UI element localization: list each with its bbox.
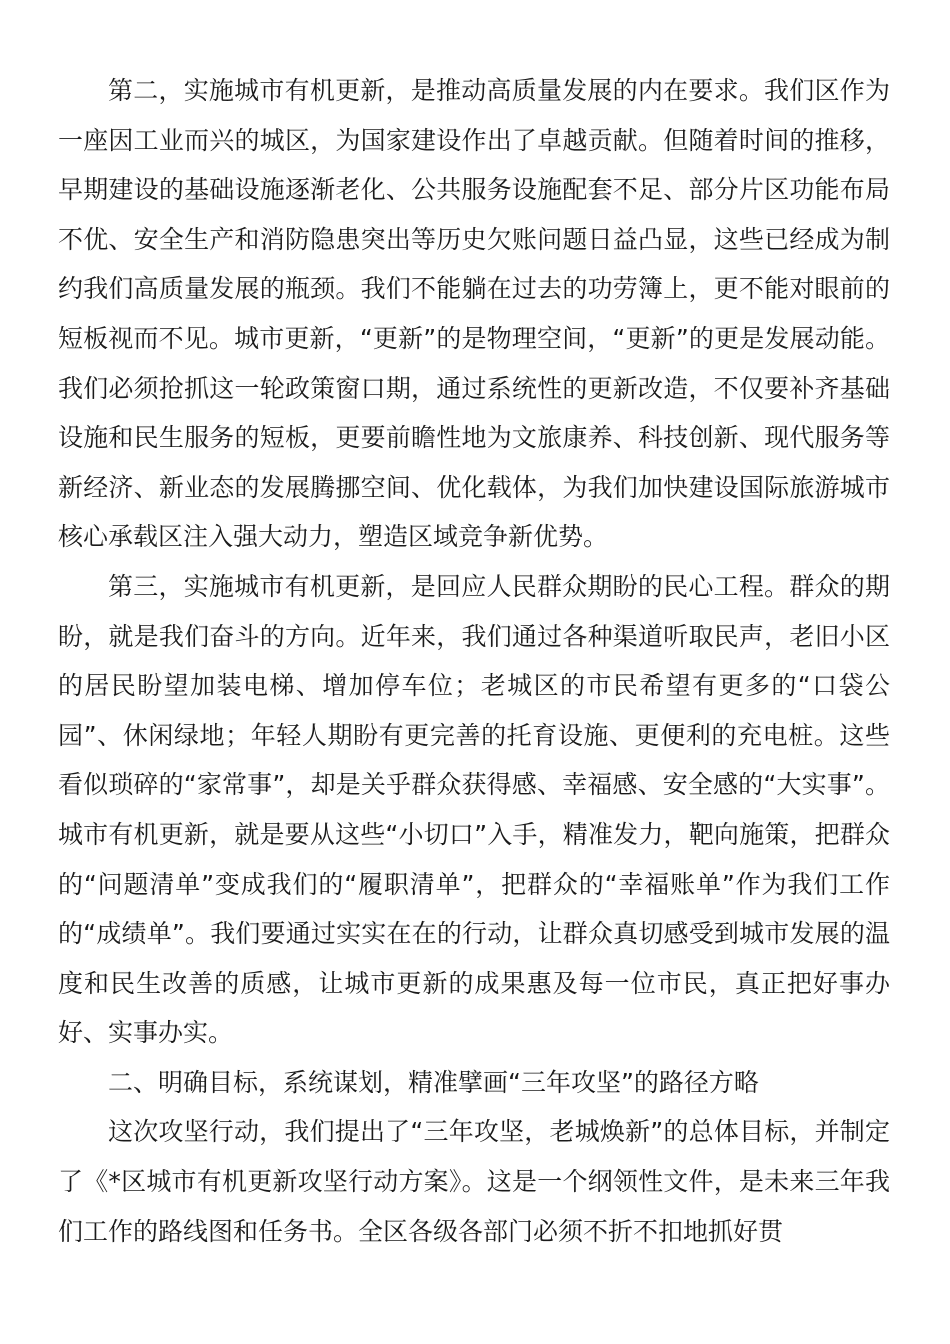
paragraph-action-plan: 这次攻坚行动，我们提出了“三年攻坚，老城焕新”的总体目标，并制定了《*区城市有机更新攻坚行动方案》。这是一个纲领性文件，是未来三年我们工作的路线图和任务书。全区各级各部门必须不折不扣地抓好贯 — [58, 1117, 890, 1246]
section-heading: 二、明确目标，系统谋划，精准擘画“三年攻坚”的路径方略 — [108, 1067, 759, 1097]
paragraph-urban-renewal-development: 第二，实施城市有机更新，是推动高质量发展的内在要求。我们区作为一座因工业而兴的城区，为国家建设作出了卓越贡献。但随着时间的推移，早期建设的基础设施逐渐老化、公共服务设施配套不足、部分片区功能布局不优、安全生产和消防隐患突出等历史欠账问题日益凸显，这些已经成为制约我们高质量发展的瓶颈。我们不能躺在过去的功劳簿上，更不能对眼前的短板视而不见。城市更新，“更新”的是物理空间，“更新”的更是发展动能。我们必须抢抓这一轮政策窗口期，通过系统性的更新改造，不仅要补齐基础设施和民生服务的短板，更要前瞻性地为文旅康养、科技创新、现代服务等新经济、新业态的发展腾挪空间、优化载体，为我们加快建设国际旅游城市核心承载区注入强大动力，塑造区域竞争新优势。 — [58, 76, 890, 552]
document-page — [58, 66, 890, 1256]
paragraph-urban-renewal-livelihood: 第三，实施城市有机更新，是回应人民群众期盼的民心工程。群众的期盼，就是我们奋斗的方向。近年来，我们通过各种渠道听取民声，老旧小区的居民盼望加装电梯、增加停车位；老城区的市民希望有更多的“口袋公园”、休闲绿地；年轻人期盼有更完善的托育设施、更便利的充电桩。这些看似琐碎的“家常事”，却是关乎群众获得感、幸福感、安全感的“大实事”。城市有机更新，就是要从这些“小切口”入手，精准发力，靶向施策，把群众的“问题清单”变成我们的“履职清单”，把群众的“幸福账单”作为我们工作的“成绩单”。我们要通过实实在在的行动，让群众真切感受到城市发展的温度和民生改善的质感，让城市更新的成果惠及每一位市民，真正把好事办好、实事办实。 — [58, 571, 890, 1048]
